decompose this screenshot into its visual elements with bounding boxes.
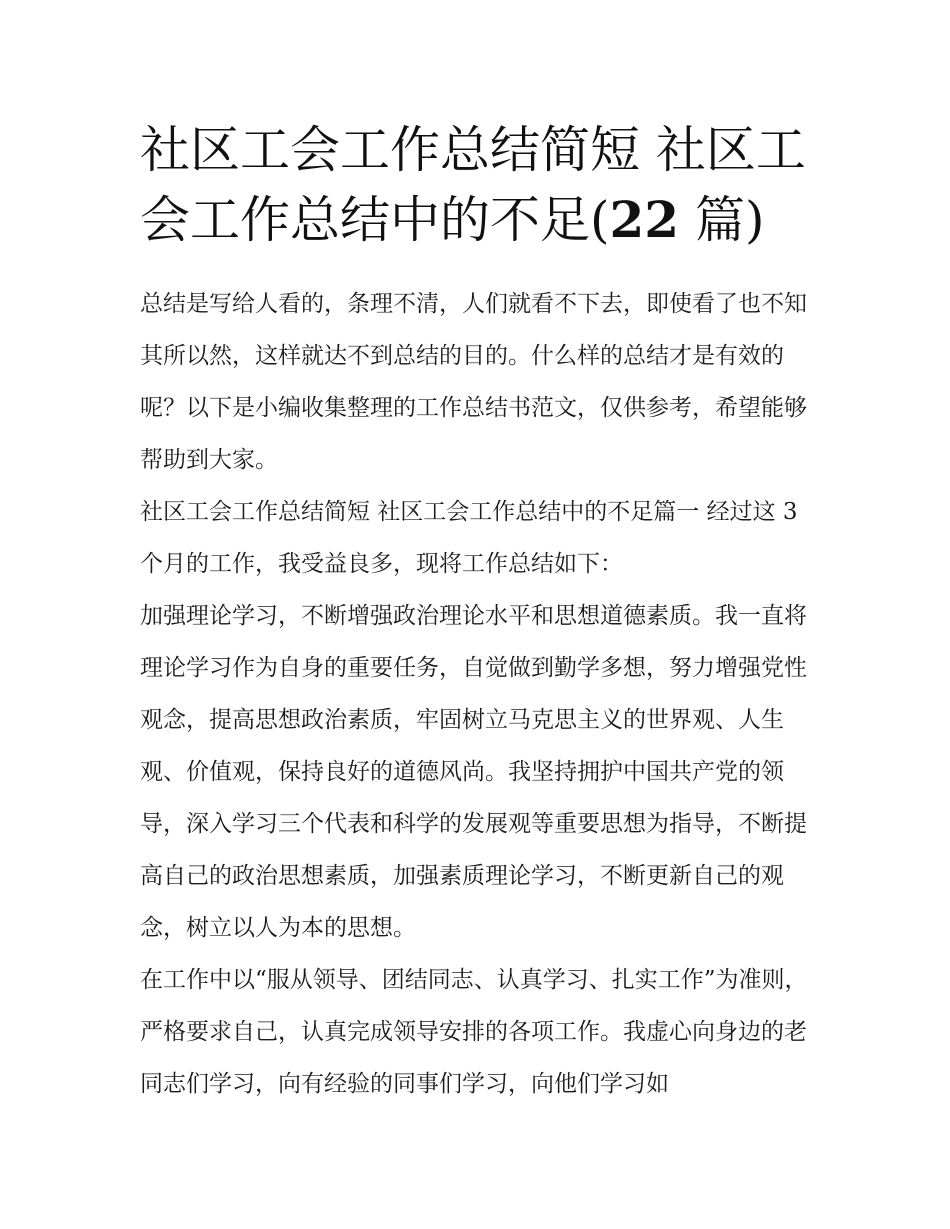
document-body bbox=[140, 278, 820, 1110]
paragraph-intro: 总结是写给人看的，条理不清，人们就看不下去，即使看了也不知其所以然，这样就达不到总结的目的。什么样的总结才是有效的呢？以下是小编收集整理的工作总结书范文，仅供参考，希望能够帮助到大家。 bbox=[140, 291, 807, 473]
document-title bbox=[140, 115, 820, 255]
paragraph-section-heading: 社区工会工作总结简短 社区工会工作总结中的不足篇一 经过这 3 个月的工作，我受益良多，现将工作总结如下： bbox=[140, 499, 798, 577]
title-count: 22 bbox=[609, 190, 680, 249]
paragraph-theory-study: 加强理论学习，不断增强政治理论水平和思想道德素质。我一直将理论学习作为自身的重要任务，自觉做到勤学多想，努力增强党性观念，提高思想政治素质，牢固树立马克思主义的世界观、人生观、价值观，保持良好的道德风尚。我坚持拥护中国共产党的领导，深入学习三个代表和科学的发展观等重要思想为指导，不断提高自己的政治思想素质，加强素质理论学习，不断更新自己的观念，树立以人为本的思想。 bbox=[140, 603, 807, 941]
paragraph-work-principles: 在工作中以“服从领导、团结同志、认真学习、扎实工作”为准则，严格要求自己，认真完成领导安排的各项工作。我虚心向身边的老同志们学习，向有经验的同事们学习，向他们学习如 bbox=[140, 967, 808, 1097]
title-text-part2: 篇) bbox=[679, 191, 765, 249]
title-text-part1: 社区工会工作总结简短 社区工会工作总结中的不足( bbox=[140, 121, 806, 249]
